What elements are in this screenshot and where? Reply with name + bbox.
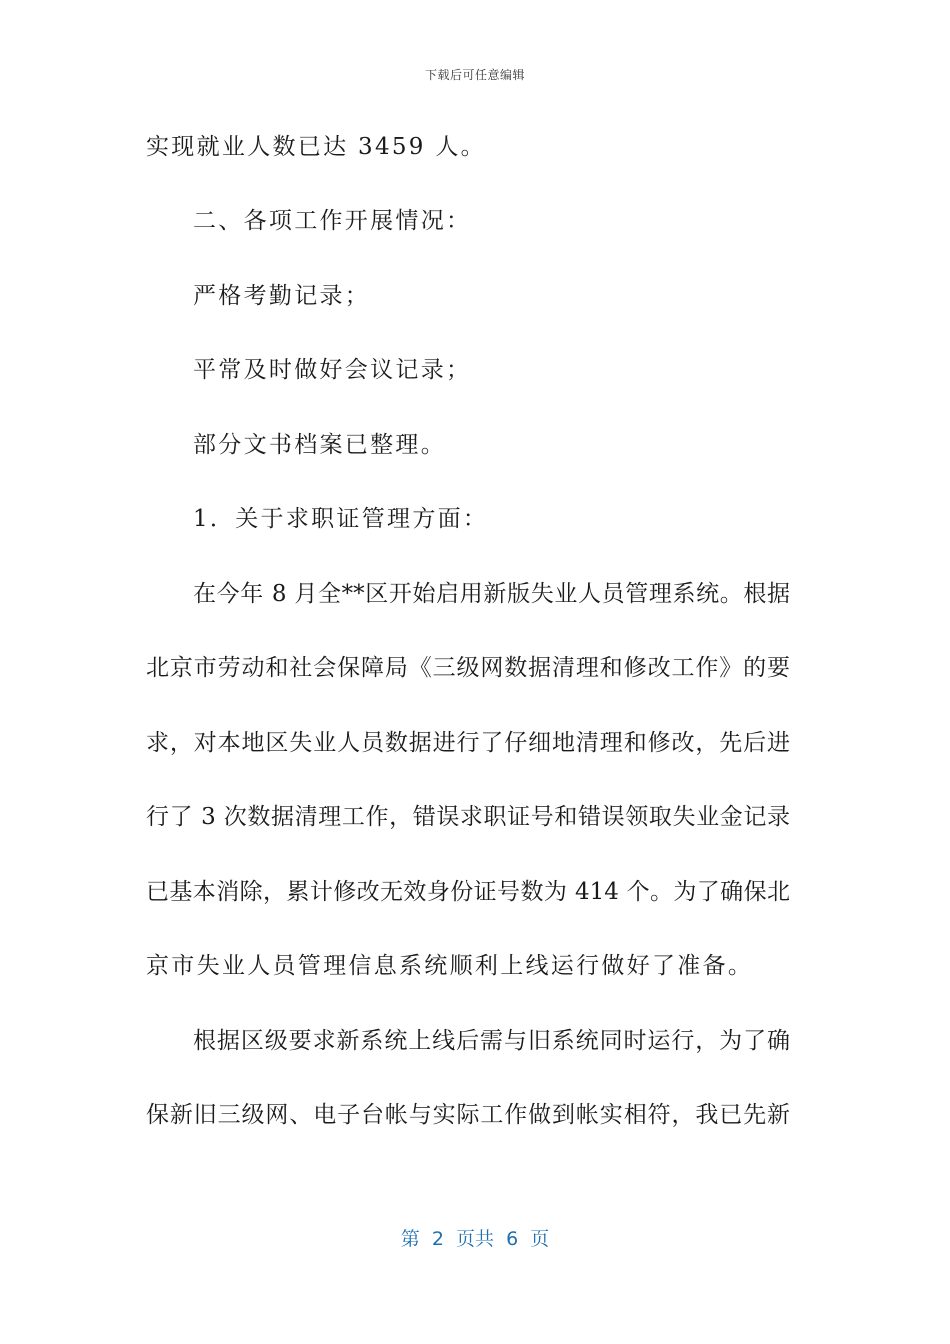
paragraph-line: 保新旧三级网、电子台帐与实际工作做到帐实相符，我已先新 (146, 1102, 790, 1128)
paragraph-line: 北京市劳动和社会保障局《三级网数据清理和修改工作》的要 (146, 655, 790, 681)
list-item: 严格考勤记录； (193, 283, 371, 309)
list-item: 平常及时做好会议记录； (193, 357, 472, 383)
paragraph-line: 已基本消除，累计修改无效身份证号数为 414 个。为了确保北 (146, 879, 790, 905)
paragraph-line: 根据区级要求新系统上线后需与旧系统同时运行，为了确 (193, 1028, 790, 1054)
subsection-heading: 1．关于求职证管理方面： (193, 506, 489, 532)
page-header: 下载后可任意编辑 (424, 68, 525, 82)
paragraph-line: 实现就业人数已达 3459 人。 (146, 134, 486, 160)
paragraph-line: 京市失业人员管理信息系统顺利上线运行做好了准备。 (146, 953, 754, 979)
page-footer: 第 2 页共 6 页 (400, 1228, 550, 1250)
paragraph-line: 行了 3 次数据清理工作，错误求职证号和错误领取失业金记录 (146, 804, 790, 830)
section-heading: 二、各项工作开展情况： (193, 208, 472, 234)
paragraph-line: 在今年 8 月全**区开始启用新版失业人员管理系统。根据 (193, 581, 790, 607)
paragraph-line: 求，对本地区失业人员数据进行了仔细地清理和修改，先后进 (146, 730, 790, 756)
list-item: 部分文书档案已整理。 (193, 432, 446, 458)
